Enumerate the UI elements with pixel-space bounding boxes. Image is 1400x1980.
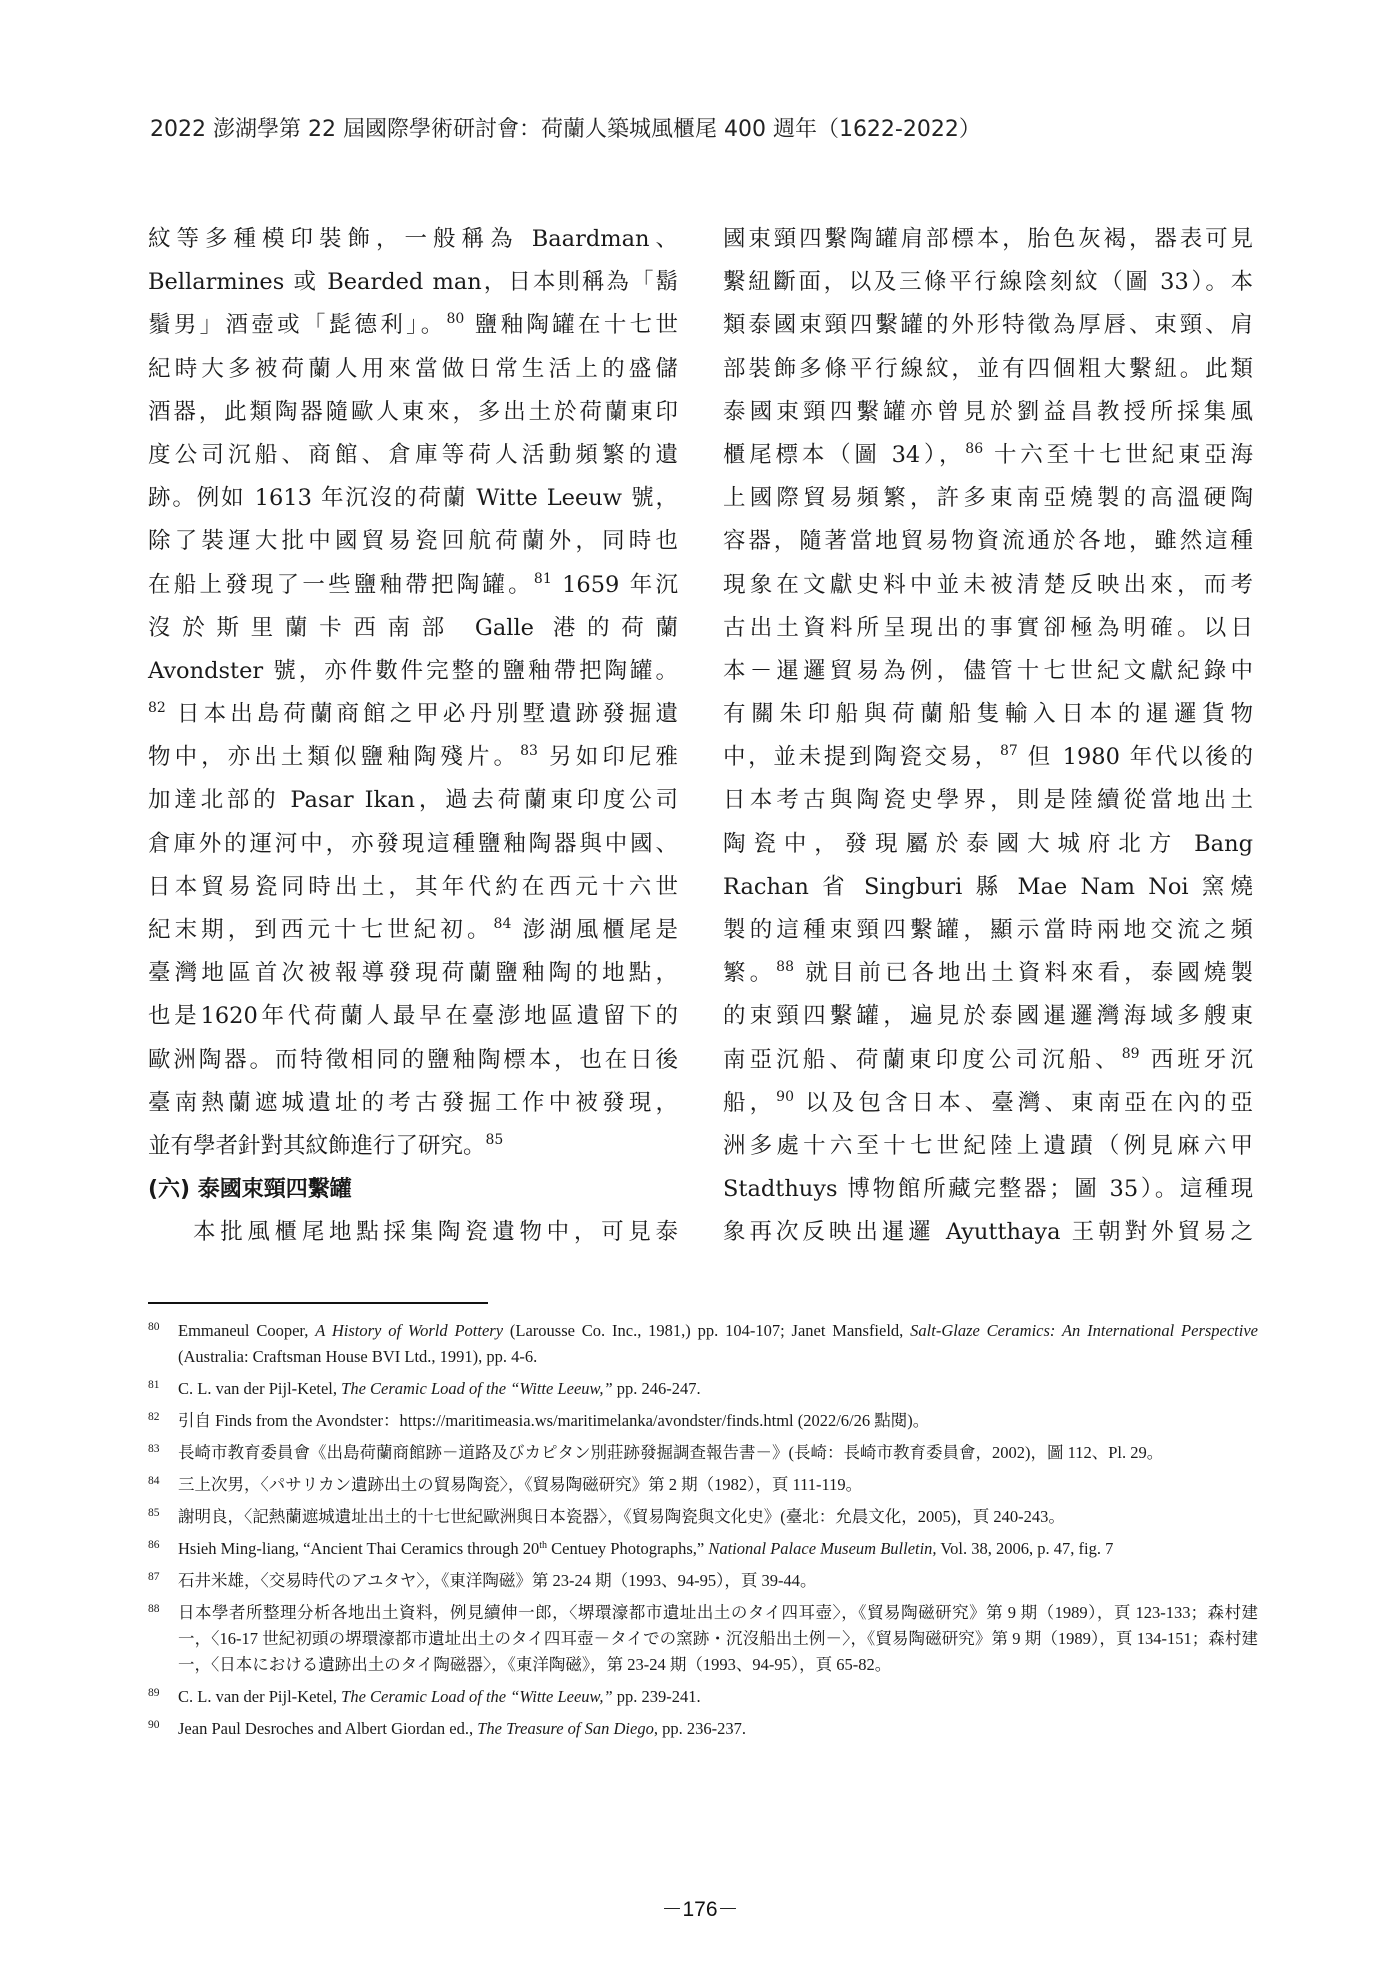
footnote-number: 84 <box>148 1475 160 1487</box>
text-line <box>148 304 678 347</box>
footnote-fragment: Hsieh Ming-liang, “Ancient Thai Ceramics through 20 <box>178 1539 540 1558</box>
line-text-after: 十六至十七世紀東亞海 <box>983 441 1253 468</box>
text-line <box>723 1039 1253 1082</box>
line-text: 紀時大多被荷蘭人用來當做日常生活上的盛儲 <box>148 355 678 382</box>
line-text: Rachan 省 Singburi 縣 Mae Nam Noi 窯燒 <box>723 873 1253 900</box>
line-text: 歐洲陶器。而特徵相同的鹽釉陶標本，也在日後 <box>148 1046 678 1073</box>
text-line <box>723 391 1253 434</box>
text-line <box>148 564 678 607</box>
footnote-fragment: Vol. 38, 2006, p. 47, fig. 7 <box>936 1539 1114 1558</box>
footnote-text <box>178 1568 1258 1594</box>
line-text: 現象在文獻史料中並未被清楚反映出來，而考 <box>723 571 1253 598</box>
text-line <box>148 952 678 995</box>
footnote-89 <box>148 1684 1258 1710</box>
text-line <box>148 693 678 736</box>
left-column <box>148 218 678 1255</box>
line-text: 物中，亦出土類似鹽釉陶殘片。 <box>148 744 521 771</box>
footnote-90 <box>148 1716 1258 1742</box>
footnote-ref[interactable]: 89 <box>1121 1045 1140 1062</box>
footnote-fragment: 石井米雄，〈交易時代のアユタヤ〉，《東洋陶磁》第 23-24 期（1993、94-95），頁 39-44。 <box>178 1571 817 1590</box>
line-text: 國束頸四繫陶罐肩部標本，胎色灰褐，器表可見 <box>723 226 1253 252</box>
line-text-after: 另如印尼雅 <box>537 744 678 771</box>
text-line <box>148 348 678 391</box>
line-text-after: 西班牙沉 <box>1139 1046 1253 1073</box>
citation-title: The Ceramic Load of the “Witte Leeuw,” <box>341 1687 613 1706</box>
footnote-number: 85 <box>148 1507 160 1519</box>
line-text: 部裝飾多條平行線紋，並有四個粗大繫紐。此類 <box>723 355 1253 382</box>
footnote-87 <box>148 1568 1258 1594</box>
footnotes <box>148 1318 1258 1748</box>
text-line <box>723 564 1253 607</box>
footnote-ref[interactable]: 87 <box>1000 743 1018 760</box>
footnote-ref[interactable]: 86 <box>965 440 984 457</box>
line-text: 臺南熱蘭遮城遺址的考古發掘工作中被發現， <box>148 1089 678 1116</box>
footnote-text <box>178 1318 1258 1370</box>
footnote-80 <box>148 1318 1258 1370</box>
footnote-fragment: pp. 239-241. <box>612 1687 701 1706</box>
text-line <box>148 261 678 304</box>
text-line <box>723 348 1253 391</box>
line-text: 洲多處十六至十七世紀陸上遺蹟（例見麻六甲 <box>723 1132 1253 1159</box>
line-text-after: 鹽釉陶罐在十七世 <box>464 312 678 339</box>
line-text-after: 日本出島荷蘭商館之甲必丹別墅遺跡發掘遺 <box>165 701 678 728</box>
line-text: 南亞沉船、荷蘭東印度公司沉船、 <box>723 1046 1122 1073</box>
line-text: 紋等多種模印裝飾，一般稱為 Baardman、 <box>148 226 678 252</box>
line-text: 櫃尾標本（圖 34）， <box>723 441 966 468</box>
line-text: 跡。例如 1613 年沉沒的荷蘭 Witte Leeuw 號， <box>148 485 678 512</box>
line-text: 加達北部的 Pasar Ikan，過去荷蘭東印度公司 <box>148 787 678 814</box>
footnote-ref[interactable]: 85 <box>485 1131 504 1148</box>
line-text: 並有學者針對其紋飾進行了研究。 <box>148 1132 486 1159</box>
footnote-fragment: (Australia: Craftsman House BVI Ltd., 1991), pp. 4-6. <box>178 1347 538 1366</box>
line-text: 日本貿易瓷同時出土，其年代約在西元十六世 <box>148 873 678 900</box>
line-text: 的束頸四繫罐，遍見於泰國暹邏灣海域多艘東 <box>723 1003 1253 1030</box>
text-line <box>723 218 1253 261</box>
text-line <box>723 909 1253 952</box>
line-text: 繫紐斷面，以及三條平行線陰刻紋（圖 33）。本 <box>723 269 1253 296</box>
footnote-ref[interactable]: 82 <box>148 700 166 717</box>
footnote-ref[interactable]: 80 <box>446 311 465 328</box>
text-line <box>723 304 1253 347</box>
citation-title: Salt-Glaze Ceramics: An International Perspective <box>910 1321 1258 1340</box>
text-line <box>723 1211 1253 1254</box>
footnote-text <box>178 1376 1258 1402</box>
footnote-number: 90 <box>148 1719 160 1731</box>
footnote-ref[interactable]: 90 <box>776 1088 794 1105</box>
text-line <box>723 952 1253 995</box>
text-line <box>148 391 678 434</box>
line-text: 倉庫外的運河中，亦發現這種鹽釉陶器與中國、 <box>148 830 678 857</box>
line-text-after: 就目前已各地出土資料來看，泰國燒製 <box>794 960 1253 987</box>
line-text: 製的這種束頸四繫罐，顯示當時兩地交流之頻 <box>723 917 1253 943</box>
line-text: 容器，隨著當地貿易物資流通於各地，雖然這種 <box>723 528 1253 555</box>
footnote-ref[interactable]: 83 <box>520 743 538 760</box>
footnote-text <box>178 1472 1258 1498</box>
footnote-divider <box>148 1302 488 1304</box>
right-column <box>723 218 1253 1255</box>
text-line <box>723 1082 1253 1125</box>
footnote-fragment: pp. 246-247. <box>612 1379 701 1398</box>
footnote-number: 86 <box>148 1539 160 1551</box>
line-text-after: 1659 年沉 <box>551 571 678 598</box>
footnote-82 <box>148 1408 1258 1434</box>
footnote-fragment: 長崎市教育委員會《出島荷蘭商館跡－道路及びカピタン別莊跡發掘調查報告書－》(長崎：長崎市教育委員會，2002)，圖 112、Pl. 29。 <box>178 1443 1164 1462</box>
footnote-text <box>178 1600 1258 1678</box>
text-line <box>148 1039 678 1082</box>
text-line <box>148 218 678 261</box>
line-text: 本－暹邏貿易為例，儘管十七世紀文獻紀錄中 <box>723 657 1253 684</box>
line-text: Bellarmines 或 Bearded man，日本則稱為「鬍 <box>148 269 678 296</box>
footnote-fragment: th <box>539 1540 548 1551</box>
text-line <box>148 995 678 1038</box>
footnote-text <box>178 1504 1258 1530</box>
footnote-ref[interactable]: 88 <box>776 959 794 976</box>
footnote-fragment: C. L. van der Pijl-Ketel, <box>178 1379 342 1398</box>
footnote-text <box>178 1440 1258 1466</box>
line-text: 古出土資料所呈現出的事實卻極為明確。以日 <box>723 614 1253 641</box>
footnote-fragment: 謝明良，〈記熱蘭遮城遺址出土的十七世紀歐洲與日本瓷器〉，《貿易陶瓷與文化史》(臺北：允晨文化，2005)，頁 240-243。 <box>178 1507 1065 1526</box>
text-line <box>723 693 1253 736</box>
line-text: 鬚男」酒壺或「髭德利」。 <box>148 312 447 339</box>
footnote-81 <box>148 1376 1258 1402</box>
text-line <box>723 779 1253 822</box>
line-text: 象再次反映出暹邏 Ayutthaya 王朝對外貿易之 <box>723 1219 1253 1246</box>
footnote-number: 81 <box>148 1379 160 1391</box>
text-line <box>723 866 1253 909</box>
footnote-number: 83 <box>148 1443 160 1455</box>
footnote-fragment: Emmaneul Cooper, <box>178 1321 316 1340</box>
footnote-text <box>178 1408 1258 1434</box>
running-header: 2022 澎湖學第 22 屆國際學術研討會：荷蘭人築城風櫃尾 400 週年（1622-2022） <box>150 117 981 142</box>
footnote-number: 82 <box>148 1411 160 1423</box>
footnote-text <box>178 1536 1258 1562</box>
citation-title: National Palace Museum Bulletin, <box>708 1539 937 1558</box>
footnote-84 <box>148 1472 1258 1498</box>
footnote-ref[interactable]: 81 <box>533 570 552 587</box>
line-text: 繁。 <box>723 960 777 987</box>
text-line <box>148 823 678 866</box>
text-line <box>723 477 1253 520</box>
line-text: 船， <box>723 1089 777 1116</box>
footnote-number: 88 <box>148 1603 160 1615</box>
citation-title: The Ceramic Load of the “Witte Leeuw,” <box>341 1379 613 1398</box>
text-line <box>723 1125 1253 1168</box>
line-text: 陶瓷中，發現屬於泰國大城府北方 Bang <box>723 830 1253 857</box>
text-line <box>723 823 1253 866</box>
line-text: 在船上發現了一些鹽釉帶把陶罐。 <box>148 571 534 598</box>
line-text-after: 但 1980 年代以後的 <box>1017 744 1253 771</box>
line-text: 紀末期，到西元十七世紀初。 <box>148 917 494 943</box>
footnote-number: 80 <box>148 1321 160 1333</box>
section-heading: (六) 泰國束頸四繫罐 <box>148 1177 352 1203</box>
line-text: 類泰國束頸四繫罐的外形特徵為厚唇、束頸、肩 <box>723 312 1253 339</box>
text-line <box>148 607 678 650</box>
page-number: －176－ <box>661 1898 739 1921</box>
line-text: 臺灣地區首次被報導發現荷蘭鹽釉陶的地點， <box>148 960 678 987</box>
line-text: Avondster 號，亦件數件完整的鹽釉帶把陶罐。 <box>148 657 678 684</box>
line-text: 度公司沉船、商館、倉庫等荷人活動頻繁的遺 <box>148 441 678 468</box>
line-text-after: 澎湖風櫃尾是 <box>511 917 678 943</box>
footnote-number: 87 <box>148 1571 160 1583</box>
text-line <box>148 779 678 822</box>
footnote-fragment: 日本學者所整理分析各地出土資料，例見續伸一郎，〈堺環濠都市遺址出土のタイ四耳壺〉，《貿易陶磁研究》第 9 期（1989），頁 123-133；森村建一，〈16-17 世紀初頭の堺環濠都市遺址出土のタイ四耳壺－タイでの窯跡・沉沒船出土例－〉，《貿易陶磁研究》第 9 期（1989），頁 134-151；森村建一，〈日本における遺跡出土のタイ陶磁器〉，《東洋陶磁》，第 23-24 期（1993、94-95），頁 65-82。 <box>178 1603 1258 1674</box>
footnote-fragment: Jean Paul Desroches and Albert Giordan ed., <box>178 1719 478 1738</box>
text-line <box>723 1168 1253 1211</box>
text-line <box>148 650 678 693</box>
text-line <box>148 1125 678 1168</box>
footnote-fragment: (Larousse Co. Inc., 1981,) pp. 104-107; Janet Mansfield, <box>503 1321 911 1340</box>
footnote-fragment: Centuey Photographs,” <box>547 1539 709 1558</box>
line-text: 有關朱印船與荷蘭船隻輸入日本的暹邏貨物 <box>723 701 1253 728</box>
footnote-text <box>178 1684 1258 1710</box>
text-line <box>723 434 1253 477</box>
footnote-85 <box>148 1504 1258 1530</box>
line-text: 除了裝運大批中國貿易瓷回航荷蘭外，同時也 <box>148 528 678 555</box>
footnote-fragment: C. L. van der Pijl-Ketel, <box>178 1687 342 1706</box>
text-line <box>723 261 1253 304</box>
text-line <box>148 434 678 477</box>
line-text: 日本考古與陶瓷史學界，則是陸續從當地出土 <box>723 787 1253 814</box>
citation-title: A History of World Pottery <box>315 1321 504 1340</box>
line-text: 也是1620年代荷蘭人最早在臺澎地區遺留下的 <box>148 1003 678 1030</box>
line-text: 中，並未提到陶瓷交易， <box>723 744 1000 771</box>
text-line <box>723 520 1253 563</box>
footnote-fragment: 三上次男，〈パサリカン遺跡出土の貿易陶瓷〉，《貿易陶磁研究》第 2 期（1982），頁 111-119。 <box>178 1475 863 1494</box>
citation-title: The Treasure of San Diego <box>477 1719 654 1738</box>
text-line <box>148 520 678 563</box>
line-text-after: 以及包含日本、臺灣、東南亞在內的亞 <box>794 1089 1253 1116</box>
text-line <box>723 650 1253 693</box>
text-line <box>723 736 1253 779</box>
text-line <box>148 477 678 520</box>
line-text: 酒器，此類陶器隨歐人東來，多出土於荷蘭東印 <box>148 398 678 425</box>
line-text: 泰國束頸四繫罐亦曾見於劉益昌教授所採集風 <box>723 398 1253 425</box>
text-line <box>148 736 678 779</box>
footnote-83 <box>148 1440 1258 1466</box>
line-text: 沒於斯里蘭卡西南部 Galle 港的荷蘭 <box>148 614 678 641</box>
footnote-fragment: , pp. 236-237. <box>653 1719 746 1738</box>
paragraph-first-line: 本批風櫃尾地點採集陶瓷遺物中，可見泰 <box>193 1219 678 1246</box>
text-line <box>723 995 1253 1038</box>
text-line <box>148 909 678 952</box>
text-line <box>723 607 1253 650</box>
text-line <box>148 866 678 909</box>
line-text: Stadthuys 博物館所藏完整器；圖 35）。這種現 <box>723 1176 1253 1203</box>
footnote-86 <box>148 1536 1258 1562</box>
footnote-ref[interactable]: 84 <box>493 916 512 932</box>
footnote-text <box>178 1716 1258 1742</box>
footnote-number: 89 <box>148 1687 160 1699</box>
line-text: 上國際貿易頻繁，許多東南亞燒製的高溫硬陶 <box>723 485 1253 512</box>
text-line <box>148 1082 678 1125</box>
footnote-fragment: 引自 Finds from the Avondster：https://maritimeasia.ws/maritimelanka/avondster/finds.html (2022/6/26 點閱)。 <box>178 1411 930 1430</box>
footnote-88 <box>148 1600 1258 1678</box>
